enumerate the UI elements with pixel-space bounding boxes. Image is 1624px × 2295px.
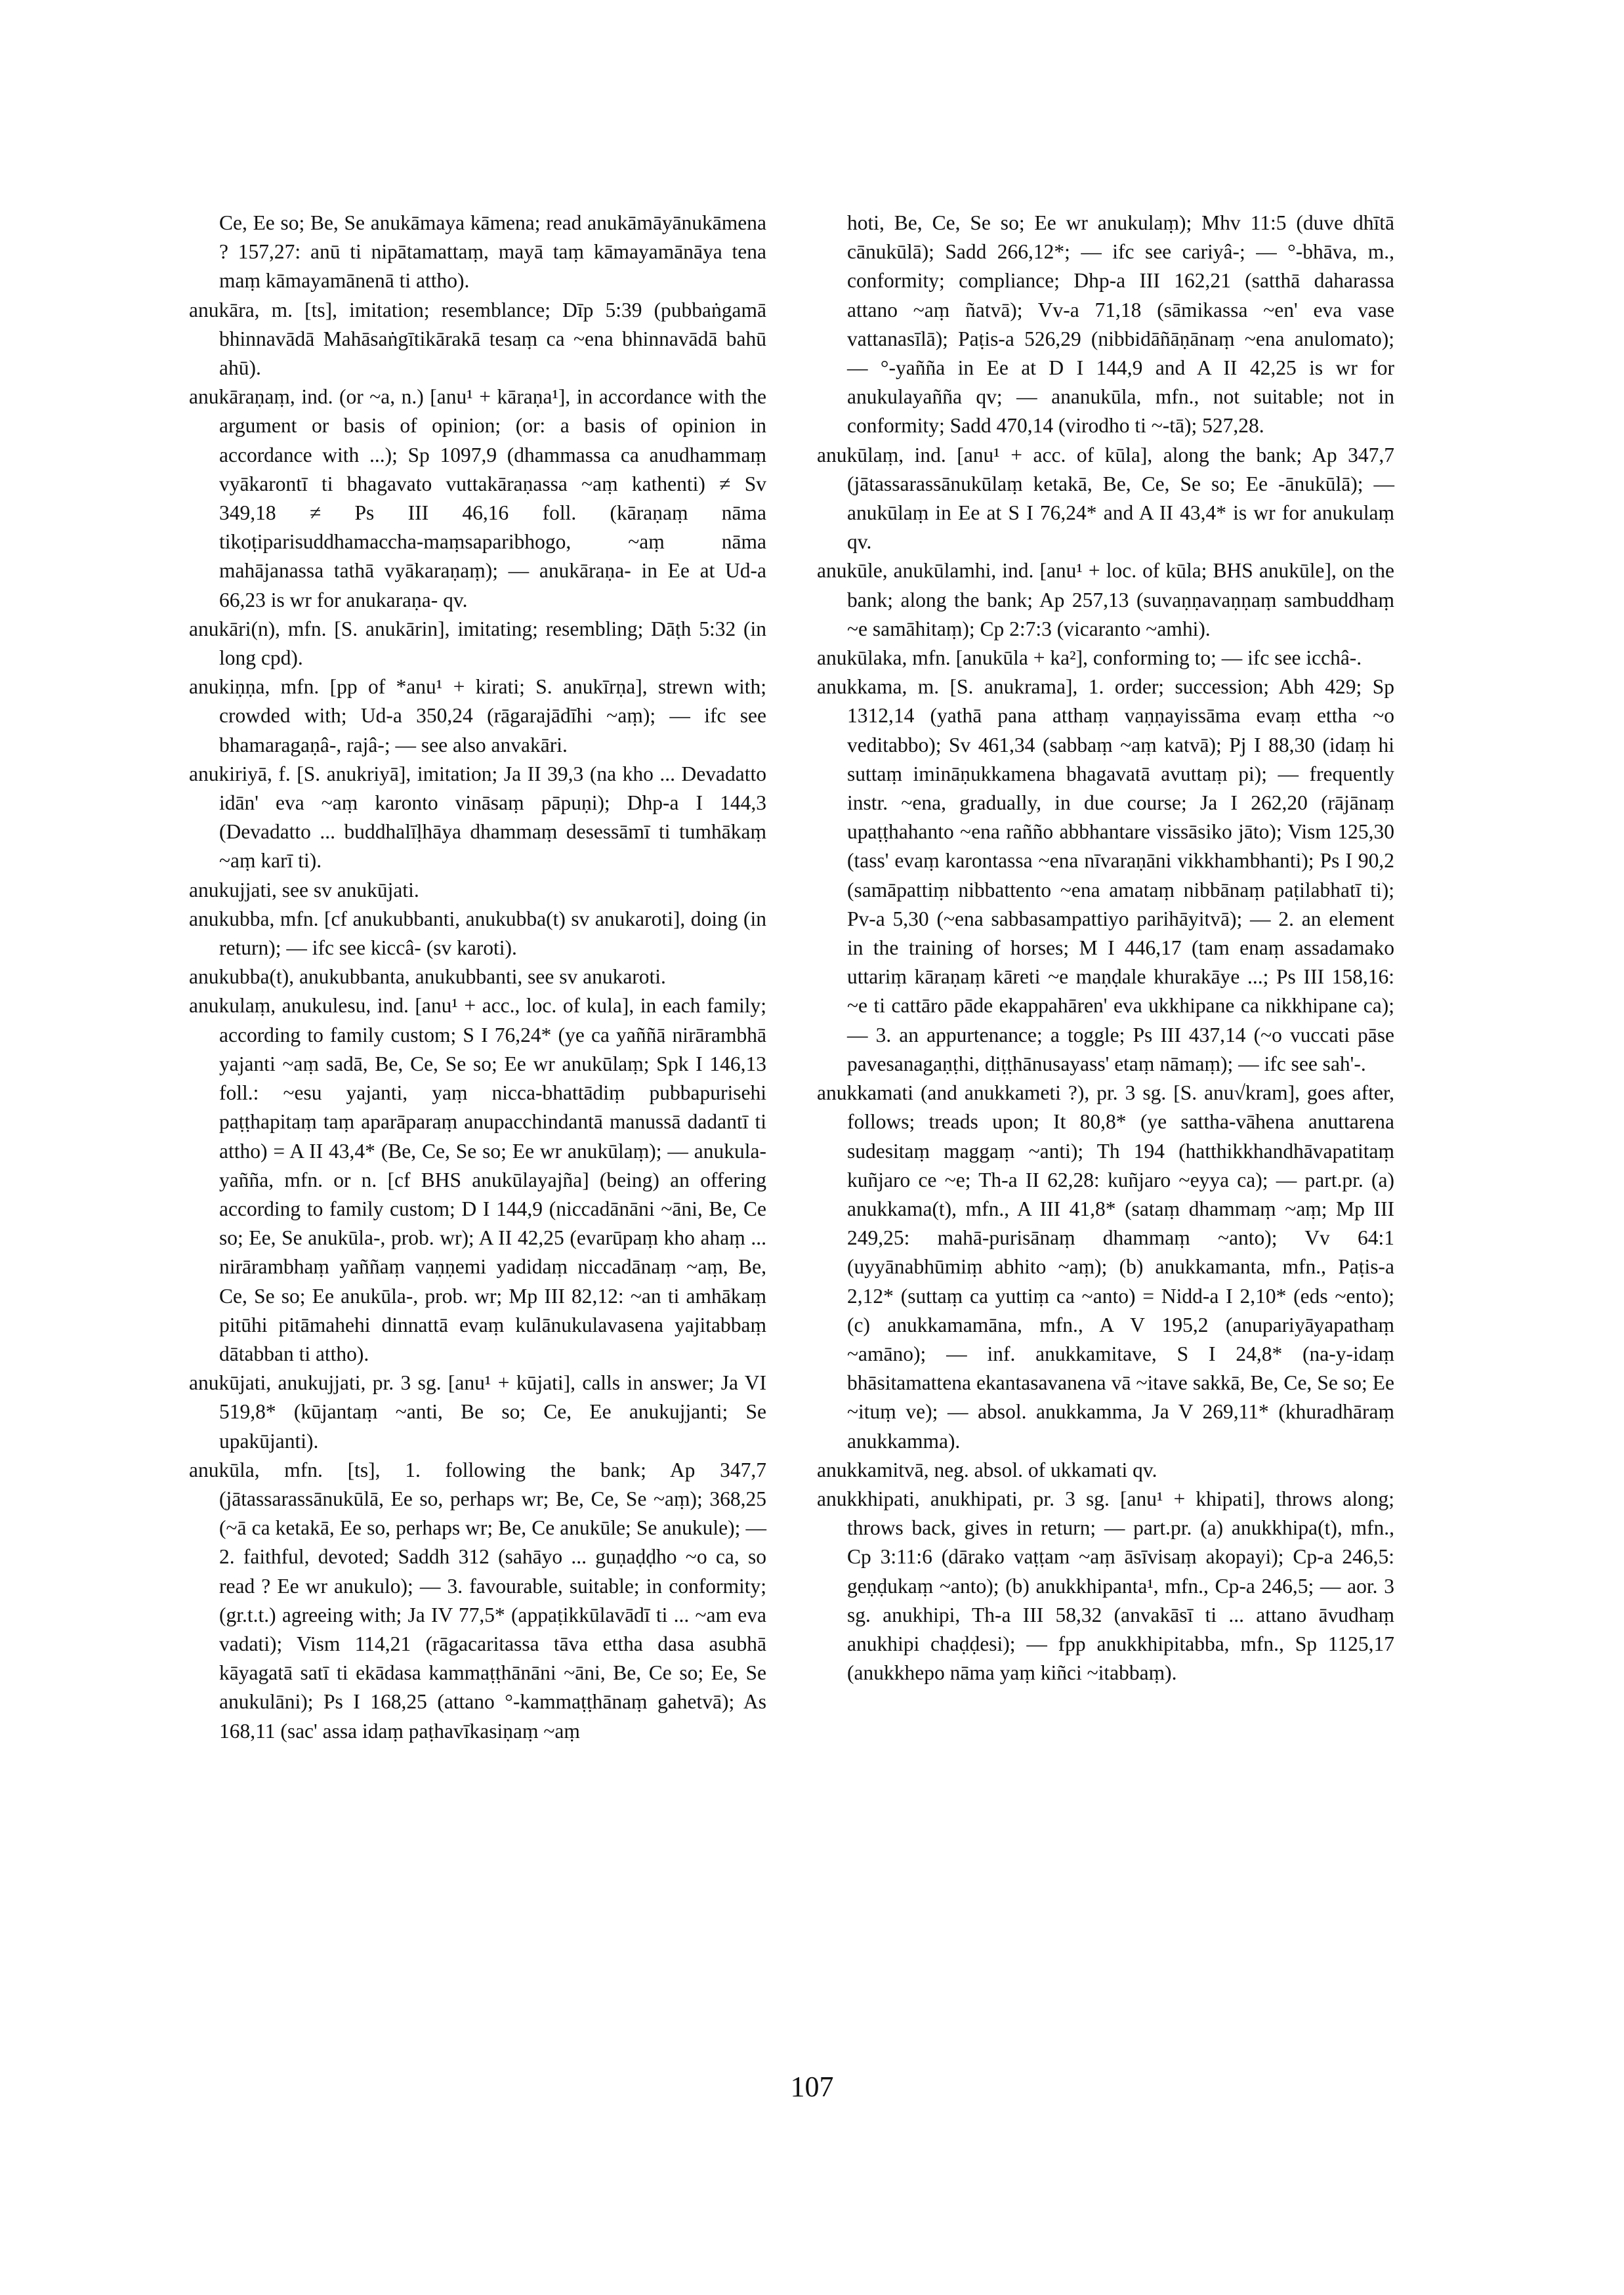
dictionary-entry: anukkhipati, anukhipati, pr. 3 sg. [anu¹ + khipati], throws along; throws back, gives in return; — part.pr. (a) anukkhipa(t), mfn., Cp 3:11:6 (dārako vaṭṭam ~aṃ āsīvisaṃ akopayi); Cp-a 246,5: geṇḍukaṃ ~anto); (b) anukkhipanta¹, mfn., Cp-a 246,5; — aor. 3 sg. anukhipi, Th-a III 58,32 (anvakāsī ti ... attano āvudhaṃ anukhipi chaḍḍesi); — fpp anukkhipitabba, mfn., Sp 1125,17 (anukkhepo nāma yaṃ kiñci ~itabbaṃ). [817, 1487, 1394, 1685]
dictionary-entry: anukubba(t), anukubbanta, anukubbanti, see sv anukaroti. [189, 965, 666, 989]
dictionary-entry: anukkamati (and anukkameti ?), pr. 3 sg. [S. anu√kram], goes after, follows; treads upon; It 80,8* (ye sattha-vāhena anuttarena sudesitaṃ maggaṃ ~anti); Th 194 (hatthikkhandhāvapatitaṃ kuñjaro ce ~e; Th-a II 62,28: kuñjaro ~eyya ca); — part.pr. (a) anukkama(t), mfn., A III 41,8* (sataṃ dhammaṃ ~aṃ; Mp III 249,25: mahā-purisānaṃ dhammaṃ ~anto); Vv 64:1 (uyyānabhūmiṃ abhito ~aṃ); (b) anukkamanta, mfn., Paṭis-a 2,12* (suttaṃ ca yuttiṃ ca ~anto) = Nidd-a I 2,10* (eds ~ento); (c) anukkamamāna, mfn., A V 195,2 (anupariyāyapathaṃ ~amāno); — inf. anukkamitave, S I 24,8* (na-y-idaṃ bhāsitamattena ekantasavanena vā ~itave sakkā, Be, Ce, Se so; Ee ~ituṃ ve); — absol. anukkamma, Ja V 269,11* (khuradhāraṃ anukkamma). [817, 1081, 1394, 1453]
dictionary-entry: anukūlaka, mfn. [anukūla + ka²], conforming to; — ifc see icchâ-. [817, 646, 1362, 670]
dictionary-entry: anukubba, mfn. [cf anukubbanti, anukubba(t) sv anukaroti], doing (in return); — ifc see kiccâ- (sv karoti). [189, 907, 766, 960]
dictionary-entry: anukāri(n), mfn. [S. anukārin], imitating; resembling; Dāṭh 5:32 (in long cpd). [189, 617, 766, 670]
dictionary-entry: anukkama, m. [S. anukrama], 1. order; succession; Abh 429; Sp 1312,14 (yathā pana atthaṃ vaṇṇayissāma evaṃ ettha ~o veditabbo); Sv 461,34 (sabbaṃ ~aṃ katvā); Pj I 88,30 (idaṃ hi suttaṃ imināṇukkamena bhagavatā avuttaṃ pi); — frequently instr. ~ena, gradually, in due course; Ja I 262,20 (rājānaṃ upaṭṭhahanto ~ena rañño abbhantare vissāsiko jāto); Vism 125,30 (tass' evaṃ karontassa ~ena nīvaraṇāni vikkhambhanti); Ps I 90,2 (samāpattiṃ nibbattento ~ena amataṃ nibbānaṃ paṭilabhatī ti); Pv-a 5,30 (~ena sabbasampattiyo parihāyitvā); — 2. an element in the training of horses; M I 446,17 (tam enaṃ assadamako uttariṃ kāraṇaṃ kāreti ~e maṇḍale khurakāye ...; Ps III 158,16: ~e ti cattāro pāde ekappahāren' eva ukkhipane ca nikkhipane ca); — 3. an appurtenance; a toggle; Ps III 437,14 (~o vuccati pāse pavesanagaṇṭhi, diṭṭhānusayass' etaṃ nāmaṃ); — ifc see sah'-. [817, 675, 1394, 1075]
dictionary-entry: anukiriyā, f. [S. anukriyā], imitation; Ja II 39,3 (na kho ... Devadatto idān' eva ~aṃ karonto vināsaṃ pāpuṇi); Dhp-a I 144,3 (Devadatto ... buddhalīḷhāya dhammaṃ desessāmī ti tumhākaṃ ~aṃ karī ti). [189, 762, 766, 873]
right-column [817, 209, 1394, 1687]
dictionary-entry: Ce, Ee so; Be, Se anukāmaya kāmena; read anukāmāyānukāmena ? 157,27: anū ti nipātamattaṃ, mayā taṃ kāmayamānāya tena maṃ kāmayamānenā ti attho). [219, 211, 766, 293]
dictionary-entry: anukkamitvā, neg. absol. of ukkamati qv. [817, 1458, 1157, 1481]
left-column [189, 209, 766, 1746]
dictionary-entry: hoti, Be, Ce, Se so; Ee wr anukulaṃ); Mhv 11:5 (duve dhītā cānukūlā); Sadd 266,12*; — ifc see cariyâ-; — °-bhāva, m., conformity; compliance; Dhp-a III 162,21 (satthā daharassa attano ~aṃ ñatvā); Vv-a 71,18 (sāmikassa ~en' eva vase vattanasīlā); Paṭis-a 526,29 (nibbidāñāṇānaṃ ~ena anulomato); — °-yañña in Ee at D I 144,9 and A II 42,25 is wr for anukulayañña qv; — ananukūla, mfn., not suitable; not in conformity; Sadd 470,14 (virodho ti ~-tā); 527,28. [847, 211, 1394, 438]
dictionary-entry: anukūjati, anukujjati, pr. 3 sg. [anu¹ + kūjati], calls in answer; Ja VI 519,8* (kūjantaṃ ~anti, Be so; Ce, Ee anukujjanti; Se upakūjanti). [189, 1371, 766, 1453]
dictionary-entry: anukiṇṇa, mfn. [pp of *anu¹ + kirati; S. anukīrṇa], strewn with; crowded with; Ud-a 350,24 (rāgarajādīhi ~aṃ); — ifc see bhamaragaṇâ-, rajâ-; — see also anvakāri. [189, 675, 766, 756]
dictionary-entry: anukujjati, see sv anukūjati. [189, 878, 419, 901]
dictionary-entry: anukulaṃ, anukulesu, ind. [anu¹ + acc., loc. of kula], in each family; according to family custom; S I 76,24* (ye ca yaññā nirārambhā yajanti ~aṃ sadā, Be, Ce, Se so; Ee wr anukūlaṃ; Spk I 146,13 foll.: ~esu yajanti, yaṃ nicca-bhattādiṃ pubbapurisehi paṭṭhapitaṃ taṃ aparāparaṃ anupacchindantā manussā dadantī ti attho) = A II 43,4* (Be, Ce, Se so; Ee wr anukūlaṃ); — anukula-yañña, mfn. or n. [cf BHS anukūlayajña] (being) an offering according to family custom; D I 144,9 (niccadānāni ~āni, Be, Ce so; Ee, Se anukūla-, prob. wr); A II 42,25 (evarūpaṃ kho ahaṃ ... nirārambhaṃ yaññaṃ vaṇṇemi yadidaṃ niccadānaṃ ~aṃ, Be, Ce, Se so; Ee anukūla-, prob. wr; Mp III 82,12: ~an ti amhākaṃ pitūhi pitāmahehi dinnattā evaṃ kulānukulavasena yajitabbaṃ dātabban ti attho). [189, 994, 766, 1365]
dictionary-entry: anukāra, m. [ts], imitation; resemblance; Dīp 5:39 (pubbaṅgamā bhinnavādā Mahāsaṅgītikārakā tesaṃ ca ~ena bhinnavādā bahū ahū). [189, 298, 766, 380]
dictionary-entry: anukūla, mfn. [ts], 1. following the bank; Ap 347,7 (jātassarassānukūlā, Ee so, perhaps wr; Be, Ce, Se ~aṃ); 368,25 (~ā ca ketakā, Ee so, perhaps wr; Be, Ce anukūle; Se anukule); — 2. faithful, devoted; Saddh 312 (sahāyo ... guṇaḍḍho ~o ca, so read ? Ee wr anukulo); — 3. favourable, suitable; in conformity; (gr.t.t.) agreeing with; Ja IV 77,5* (appaṭikkūlavādī ti ... ~am eva vadati); Vism 114,21 (rāgacaritassa tāva ettha dasa asubhā kāyagatā satī ti ekādasa kammaṭṭhānāni ~āni, Be, Ce so; Ee, Se anukulāni); Ps I 168,25 (attano °-kammaṭṭhānaṃ gahetvā); As 168,11 (sac' assa idaṃ paṭhavīkasiṇaṃ ~aṃ [189, 1458, 766, 1743]
dictionary-entry: anukūle, anukūlamhi, ind. [anu¹ + loc. of kūla; BHS anukūle], on the bank; along the bank; Ap 257,13 (suvaṇṇavaṇṇaṃ sambuddhaṃ ~e samāhitaṃ); Cp 2:7:3 (vicaranto ~amhi). [817, 559, 1394, 640]
page-number: 107 [790, 2071, 834, 2103]
dictionary-entry: anukūlaṃ, ind. [anu¹ + acc. of kūla], along the bank; Ap 347,7 (jātassarassānukūlaṃ ketakā, Be, Ce, Se so; Ee -ānukūlā); — anukūlaṃ in Ee at S I 76,24* and A II 43,4* is wr for anukulaṃ qv. [817, 443, 1394, 554]
dictionary-entry: anukāraṇaṃ, ind. (or ~a, n.) [anu¹ + kāraṇa¹], in accordance with the argument or basis of opinion; (or: a basis of opinion in accordance with ...); Sp 1097,9 (dhammassa ca anudhammaṃ vyākarontī ti bhagavato vuttakāraṇassa ~aṃ kathenti) ≠ Sv 349,18 ≠ Ps III 46,16 foll. (kāraṇaṃ nāma tikoṭiparisuddhamaccha-maṃsaparibhogo, ~aṃ nāma mahājanassa tathā vyākaraṇaṃ); — anukāraṇa- in Ee at Ud-a 66,23 is wr for anukaraṇa- qv. [189, 385, 766, 611]
